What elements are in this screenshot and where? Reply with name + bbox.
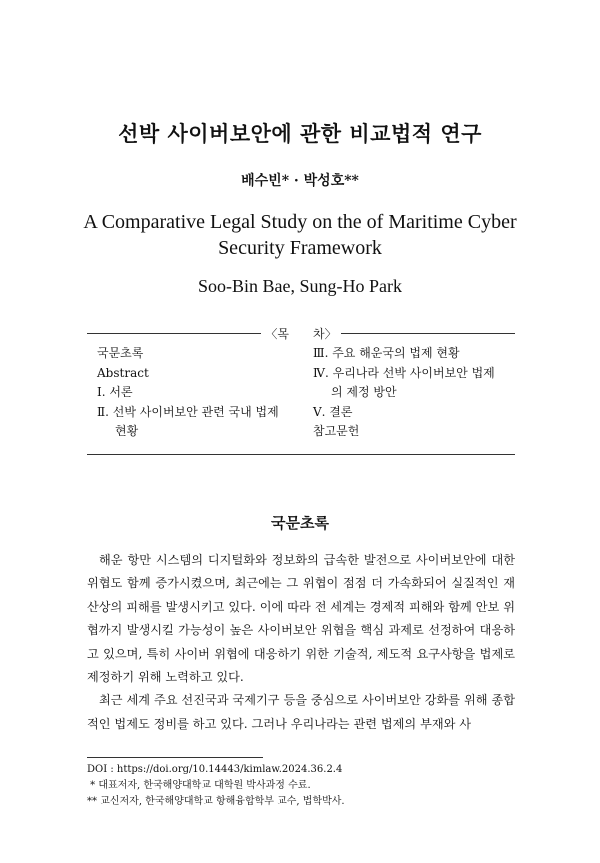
toc-left-column bbox=[97, 344, 302, 442]
abstract-heading: 국문초록 bbox=[271, 514, 329, 532]
doi-footnote: DOI : https://doi.org/10.14443/kimlaw.2024.36.2.4 bbox=[87, 764, 343, 775]
toc-heading: 〈목 차〉 bbox=[87, 325, 515, 342]
authors-korean: 배수빈* · 박성호** bbox=[241, 173, 359, 189]
paper-title-english: A Comparative Legal Study on the of Maritime Cyber Security Framework bbox=[83, 211, 517, 259]
toc-item: 국문초록 bbox=[97, 346, 144, 360]
footnote-corresponding-author: ** 교신저자, 한국해양대학교 항해융합학부 교수, 법학박사. bbox=[87, 796, 345, 807]
toc-item: Ⅴ. 결론 bbox=[313, 404, 353, 419]
table-of-contents bbox=[87, 327, 515, 455]
toc-item: 참고문헌 bbox=[313, 424, 360, 438]
toc-item: Ⅱ. 선박 사이버보안 관련 국내 법제 현황 bbox=[97, 404, 279, 438]
abstract-paragraph: 최근 세계 주요 선진국과 국제기구 등을 중심으로 사이버보안 강화를 위해 종합적인 법제도 정비를 하고 있다. 그러나 우리나라는 관련 법제의 부재와 사 bbox=[87, 693, 515, 731]
toc-item: Ⅳ. 우리나라 선박 사이버보안 법제 의 제정 방안 bbox=[313, 365, 495, 399]
abstract-body bbox=[87, 549, 515, 736]
abstract-paragraph: 해운 항만 시스템의 디지털화와 정보화의 급속한 발전으로 사이버보안에 대한 위협도 함께 증가시켰으며, 최근에는 그 위협이 점점 더 가속화되어 실질적인 재산상의 피해를 발생시키고 있다. 이에 따라 전 세계는 경제적 피해와 함께 안보 위협까지 발생시킬 가능성이 높은 사이버보안 위협을 핵심 과제로 선정하여 대응하고 있으며, 특히 사이버 위협에 대응하기 위한 기술적, 제도적 요구사항을 법제로 제정하기 위해 노력하고 있다. bbox=[87, 553, 515, 685]
toc-item: Ⅰ. 서론 bbox=[97, 385, 133, 399]
authors-english: Soo-Bin Bae, Sung-Ho Park bbox=[198, 276, 402, 296]
footnote-first-author: * 대표저자, 한국해양대학교 대학원 박사과정 수료. bbox=[87, 780, 311, 791]
toc-item: Abstract bbox=[97, 365, 149, 380]
toc-right-column bbox=[313, 344, 515, 442]
footnote-divider bbox=[87, 757, 263, 758]
paper-title-korean: 선박 사이버보안에 관한 비교법적 연구 bbox=[118, 121, 482, 146]
footnotes bbox=[87, 762, 515, 810]
toc-item: Ⅲ. 주요 해운국의 법제 현황 bbox=[313, 346, 460, 360]
